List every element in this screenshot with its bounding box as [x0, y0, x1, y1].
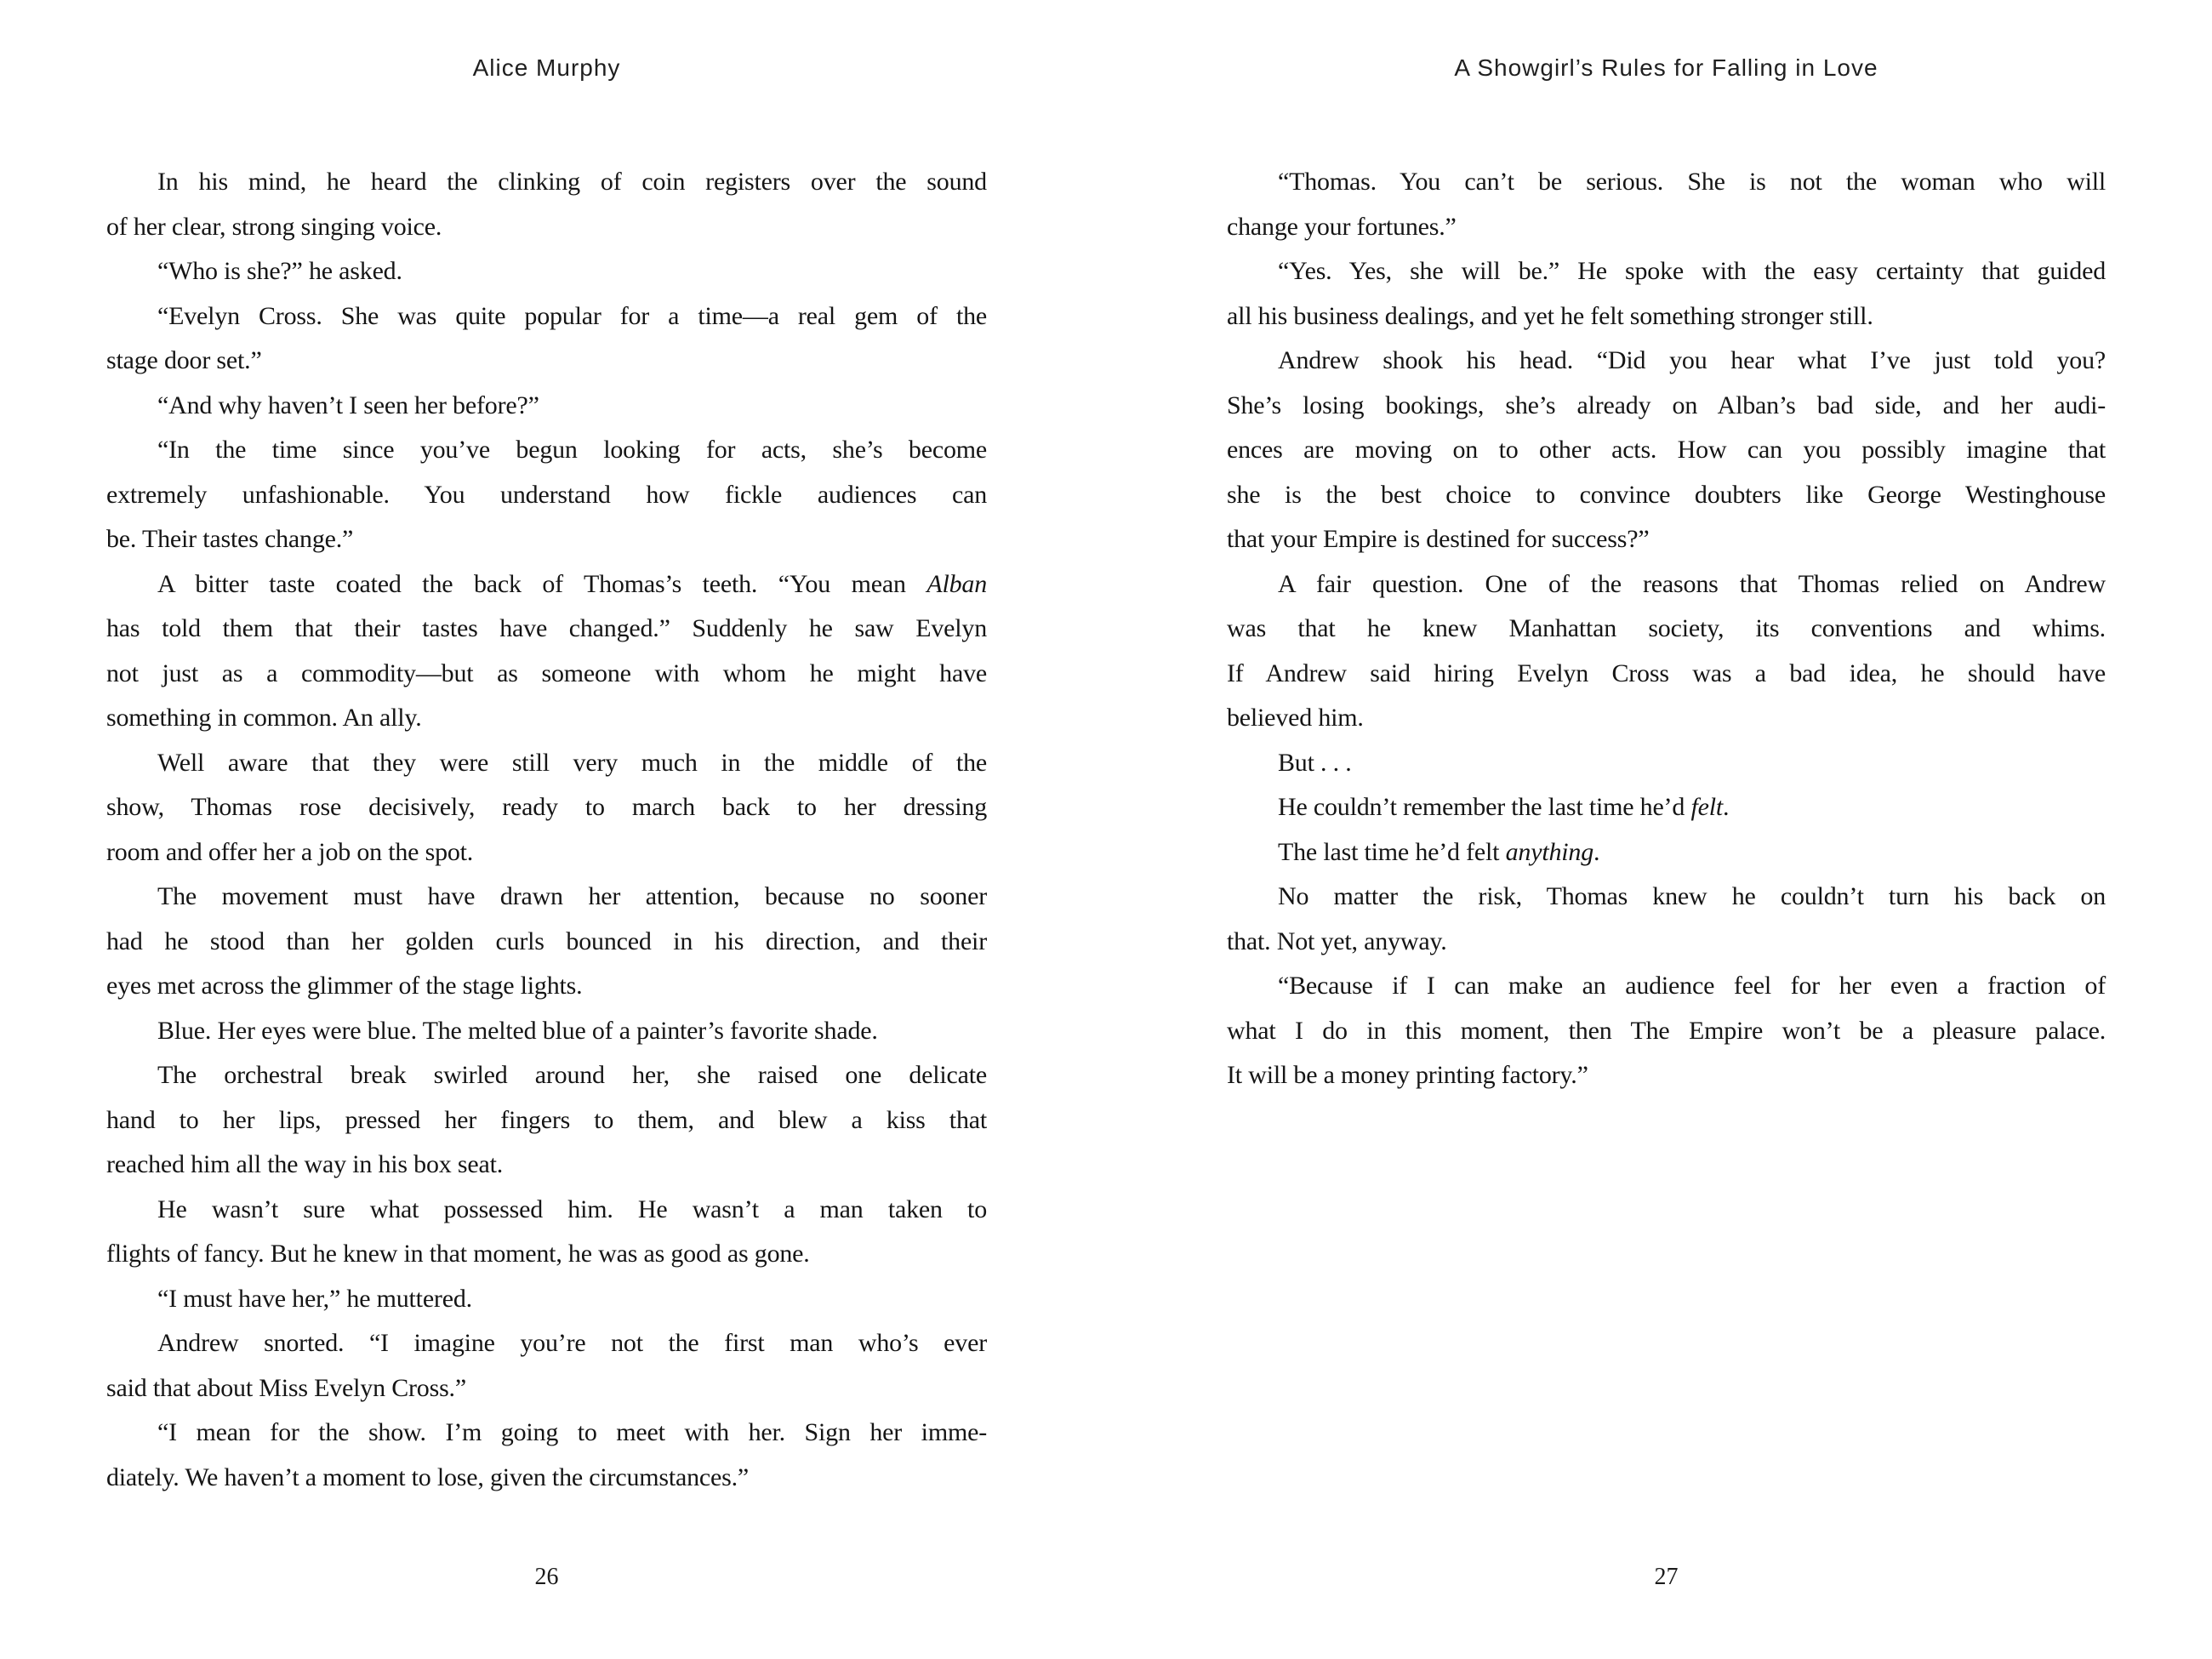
text-line — [1227, 562, 2106, 607]
text-line — [1227, 964, 2106, 1009]
text-line — [1227, 830, 2106, 875]
paragraph — [1227, 339, 2106, 562]
paragraph — [106, 428, 987, 562]
text-line — [106, 1321, 987, 1366]
text-segment: diately. We haven’t a moment to lose, given the circumstances.” — [106, 1462, 750, 1491]
paragraph — [106, 1321, 987, 1411]
text-line — [1227, 920, 2106, 965]
paragraph — [1227, 249, 2106, 339]
text-segment: “Because if I can make an audience feel for her even a fraction of — [1278, 972, 2106, 1000]
text-line — [1227, 607, 2106, 652]
text-line — [106, 964, 987, 1009]
text-segment: In his mind, he heard the clinking of coin registers over the sound — [157, 168, 987, 196]
paragraph — [1227, 160, 2106, 249]
text-segment: . — [1593, 837, 1600, 866]
text-line — [106, 1456, 987, 1501]
text-line — [1227, 205, 2106, 250]
text-line — [106, 1232, 987, 1277]
text-line — [106, 607, 987, 652]
text-segment: She’s losing bookings, she’s already on Alban’s bad side, and her audi- — [1227, 391, 2106, 419]
italic-text: anything — [1505, 837, 1593, 866]
text-line — [106, 1143, 987, 1188]
text-segment: change your fortunes.” — [1227, 212, 1457, 241]
text-segment: Well aware that they were still very much in the middle of the — [157, 748, 987, 777]
text-line — [1227, 785, 2106, 830]
text-line — [1227, 652, 2106, 697]
text-line — [106, 1053, 987, 1098]
paragraph — [106, 160, 987, 249]
paragraph — [106, 384, 987, 429]
paragraph — [106, 249, 987, 294]
text-segment: something in common. An ally. — [106, 704, 422, 732]
text-segment: believed him. — [1227, 704, 1364, 732]
text-line — [1227, 875, 2106, 920]
text-line — [1227, 517, 2106, 562]
text-line — [1227, 428, 2106, 473]
text-segment: extremely unfashionable. You understand how fickle audiences can — [106, 480, 987, 509]
text-line — [1227, 741, 2106, 786]
text-line — [106, 1098, 987, 1143]
text-line — [106, 741, 987, 786]
text-segment: It will be a money printing factory.” — [1227, 1061, 1588, 1089]
text-segment: A bitter taste coated the back of Thomas’s teeth. “You mean — [157, 569, 927, 598]
text-line — [1227, 339, 2106, 384]
text-segment: had he stood than her golden curls bounced in his direction, and their — [106, 926, 987, 955]
text-line — [106, 339, 987, 384]
text-line — [106, 562, 987, 607]
text-segment: show, Thomas rose decisively, ready to march back to her dressing — [106, 793, 987, 821]
text-segment: of her clear, strong singing voice. — [106, 212, 442, 241]
text-segment: stage door set.” — [106, 346, 262, 374]
italic-text: felt — [1690, 793, 1723, 821]
paragraph — [106, 1009, 987, 1054]
text-line — [106, 1411, 987, 1456]
right-page — [1227, 0, 2106, 1659]
text-line — [106, 1188, 987, 1233]
text-segment: No matter the risk, Thomas knew he couldn’t turn his back on — [1278, 882, 2106, 910]
text-segment: flights of fancy. But he knew in that moment, he was as good as gone. — [106, 1240, 810, 1268]
text-line — [1227, 473, 2106, 518]
text-line — [106, 517, 987, 562]
page-number-left: 26 — [534, 1564, 559, 1590]
text-line — [106, 920, 987, 965]
paragraph — [1227, 785, 2106, 830]
text-segment: she is the best choice to convince doubters like George Westinghouse — [1227, 480, 2106, 509]
text-line — [106, 785, 987, 830]
text-segment: The orchestral break swirled around her, she raised one delicate — [157, 1061, 987, 1089]
page-number-right: 27 — [1654, 1564, 1679, 1590]
italic-text: Alban — [926, 569, 987, 598]
text-segment: Blue. Her eyes were blue. The melted blue of a painter’s favorite shade. — [157, 1016, 878, 1045]
text-line — [106, 384, 987, 429]
text-segment: said that about Miss Evelyn Cross.” — [106, 1373, 466, 1402]
text-line — [106, 205, 987, 250]
paragraph — [106, 294, 987, 384]
text-line — [106, 294, 987, 339]
text-segment: hand to her lips, pressed her fingers to them, and blew a kiss that — [106, 1105, 987, 1134]
text-segment: “I must have her,” he muttered. — [157, 1284, 472, 1313]
text-segment: has told them that their tastes have changed.” Suddenly he saw Evelyn — [106, 614, 987, 642]
text-line — [106, 830, 987, 875]
text-segment: He couldn’t remember the last time he’d — [1278, 793, 1691, 821]
text-segment: A fair question. One of the reasons that Thomas relied on Andrew — [1278, 569, 2106, 598]
text-segment: reached him all the way in his box seat. — [106, 1150, 504, 1178]
text-segment: “Evelyn Cross. She was quite popular for a time—a real gem of the — [157, 301, 987, 330]
paragraph — [106, 1411, 987, 1500]
text-segment: He wasn’t sure what possessed him. He wasn’t a man taken to — [157, 1194, 987, 1223]
text-segment: that your Empire is destined for success?” — [1227, 525, 1650, 553]
text-segment: was that he knew Manhattan society, its conventions and whims. — [1227, 614, 2106, 642]
text-line — [106, 1277, 987, 1322]
paragraph — [1227, 830, 2106, 875]
text-line — [1227, 696, 2106, 741]
paragraph — [106, 1053, 987, 1188]
text-segment: be. Their tastes change.” — [106, 525, 354, 553]
text-segment: “Who is she?” he asked. — [157, 257, 402, 285]
text-segment: “Yes. Yes, she will be.” He spoke with the easy certainty that guided — [1278, 257, 2106, 285]
text-line — [1227, 249, 2106, 294]
text-line — [106, 249, 987, 294]
paragraph — [1227, 562, 2106, 741]
text-segment: The movement must have drawn her attention, because no sooner — [157, 882, 987, 910]
text-line — [1227, 294, 2106, 339]
text-line — [106, 160, 987, 205]
paragraph — [106, 1188, 987, 1277]
text-line — [106, 428, 987, 473]
text-line — [1227, 1009, 2106, 1054]
text-line — [1227, 1053, 2106, 1098]
text-segment: The last time he’d felt — [1278, 837, 1506, 866]
running-head-title: A Showgirl’s Rules for Falling in Love — [1454, 54, 1878, 81]
text-line — [106, 1366, 987, 1411]
paragraph — [1227, 741, 2106, 786]
text-line — [106, 652, 987, 697]
text-line — [106, 1009, 987, 1054]
text-line — [106, 473, 987, 518]
paragraph — [106, 875, 987, 1009]
text-segment: “And why haven’t I seen her before?” — [157, 391, 539, 419]
text-segment: “I mean for the show. I’m going to meet with her. Sign her imme- — [157, 1418, 987, 1446]
text-segment: what I do in this moment, then The Empire won’t be a pleasure palace. — [1227, 1016, 2106, 1045]
text-segment: . — [1722, 793, 1730, 821]
text-segment: “In the time since you’ve begun looking for acts, she’s become — [157, 436, 987, 464]
text-segment: eyes met across the glimmer of the stage lights. — [106, 972, 583, 1000]
running-head-author: Alice Murphy — [472, 54, 621, 81]
text-segment: If Andrew said hiring Evelyn Cross was a bad idea, he should have — [1227, 658, 2106, 687]
paragraph — [106, 1277, 987, 1322]
text-segment: Andrew snorted. “I imagine you’re not the first man who’s ever — [157, 1329, 987, 1357]
paragraph — [1227, 875, 2106, 964]
paragraph — [106, 741, 987, 875]
text-line — [106, 875, 987, 920]
text-segment: Andrew shook his head. “Did you hear what I’ve just told you? — [1278, 346, 2106, 374]
text-segment: all his business dealings, and yet he felt something stronger still. — [1227, 301, 1873, 330]
text-segment: ences are moving on to other acts. How can you possibly imagine that — [1227, 436, 2106, 464]
text-line — [1227, 384, 2106, 429]
left-page — [106, 0, 987, 1659]
text-segment: not just as a commodity—but as someone with whom he might have — [106, 658, 987, 687]
left-page-body — [106, 160, 987, 1500]
right-page-body — [1227, 160, 2106, 1098]
text-segment: But . . . — [1278, 748, 1352, 777]
text-segment: room and offer her a job on the spot. — [106, 837, 474, 866]
paragraph — [1227, 964, 2106, 1098]
paragraph — [106, 562, 987, 741]
text-line — [106, 696, 987, 741]
text-line — [1227, 160, 2106, 205]
text-segment: that. Not yet, anyway. — [1227, 926, 1447, 955]
text-segment: “Thomas. You can’t be serious. She is not the woman who will — [1278, 168, 2106, 196]
